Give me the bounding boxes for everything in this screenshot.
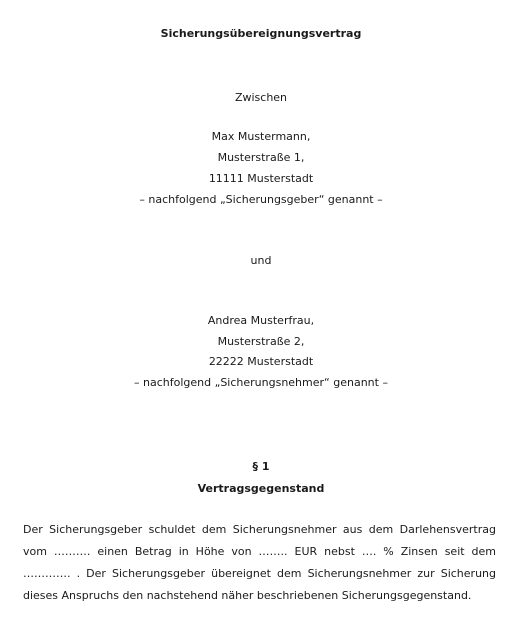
section-paragraph: Der Sicherungsgeber schuldet dem Sicherungsnehmer aus dem Darlehensvertrag vom ………. einen Betrag in Höhe von …….. EUR nebst …. % Zinsen seit dem …………. . Der Sicherungsgeber übereignet dem Sicherungsnehmer zur Sicherung dieses Anspruchs den nachstehend näher beschriebenen Sicherungsgegenstand. xyxy=(23,523,496,602)
section-heading: Vertragsgegenstand xyxy=(197,482,325,495)
party1-name: Max Mustermann, xyxy=(211,130,311,143)
party2-street: Musterstraße 2, xyxy=(217,335,305,348)
party2-city: 22222 Musterstadt xyxy=(208,355,314,368)
party1-role: – nachfolgend „Sicherungsgeber“ genannt – xyxy=(139,193,383,206)
party2-role: – nachfolgend „Sicherungsnehmer“ genannt – xyxy=(134,376,388,389)
section-number: § 1 xyxy=(252,460,270,473)
between-label: Zwischen xyxy=(234,91,288,104)
party1-street: Musterstraße 1, xyxy=(217,151,305,164)
and-label: und xyxy=(250,254,272,267)
party1-city: 11111 Musterstadt xyxy=(208,172,314,185)
document-title: Sicherungsübereignungsvertrag xyxy=(160,27,362,40)
party2-name: Andrea Musterfrau, xyxy=(207,314,315,327)
